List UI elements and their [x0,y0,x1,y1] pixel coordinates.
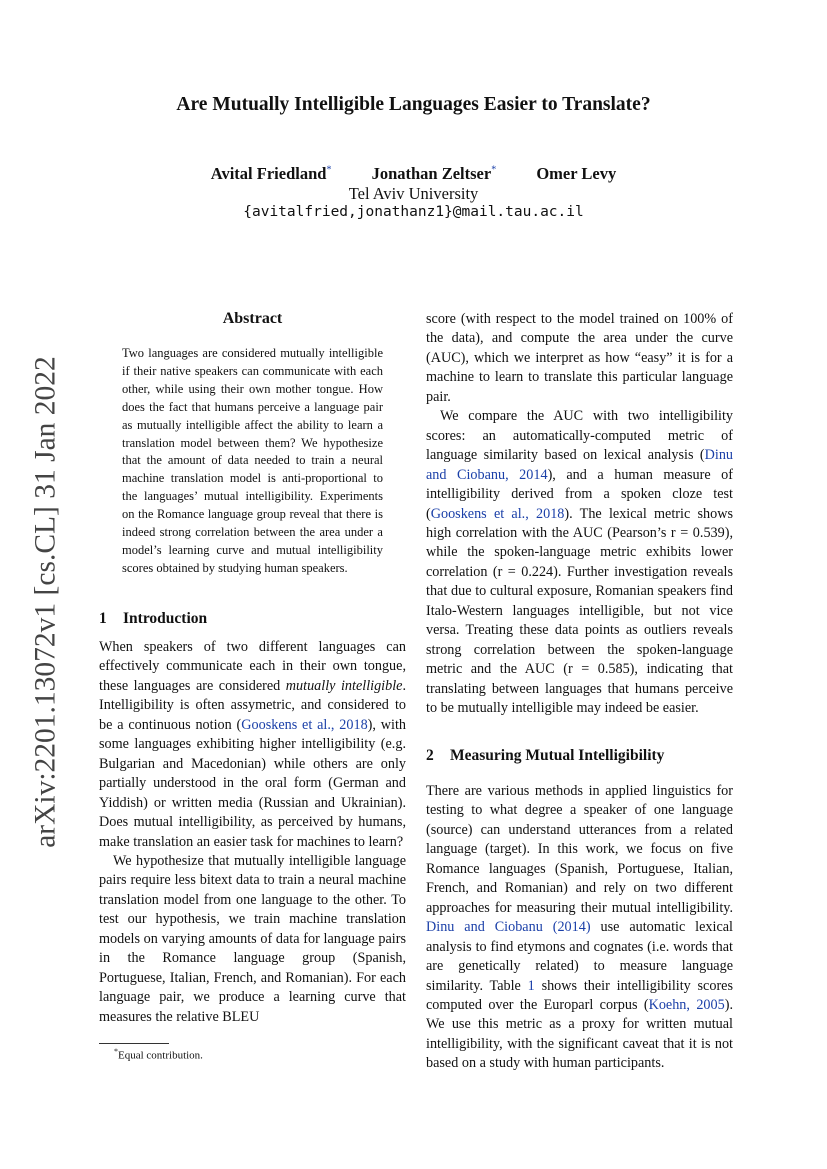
section-title: Introduction [123,610,208,627]
text-run: We compare the AUC with two intelligibility scores: an automatically-computed metric of language similarity based on lexical analysis ( [426,408,733,464]
emphasis: mutually intelligible [285,677,403,694]
text-run: ). We use this metric as a proxy for written mutual intelligibility, with the significant caveat that it is not based on a study with human participants. [426,996,733,1072]
author-name: Jonathan Zeltser [371,164,492,183]
equal-contribution-mark[interactable]: * [491,164,497,176]
citation-link[interactable]: Gooskens et al., 2018 [430,505,565,522]
citation-link[interactable]: Dinu and Ciobanu, 2014 [426,447,733,483]
paper-title: Are Mutually Intelligible Languages Easier to Translate? [176,94,651,115]
footnote-mark: * [114,1047,118,1056]
author-3 [536,164,616,183]
email-line [0,203,827,221]
table-reference-link[interactable]: 1 [527,977,535,994]
intro-paragraph-4 [426,407,733,718]
text-run: ), with some languages exhibiting higher intelligibility (e.g. Bulgarian and Macedonian) while others are only partially understood in the oral form (German and Yiddish) or written media (Russian and Ukrainian). Does mutual intelligibility, as perceived by humans, make translation an easier task for machines to learn? [99,716,406,850]
text-run: shows their intelligibility scores computed over the Europarl corpus ( [426,977,733,1013]
equal-contribution-mark[interactable]: * [326,164,332,176]
author-1 [211,164,332,183]
right-column-body [426,310,733,719]
left-column-body [99,638,406,1027]
section2-body [426,782,733,1074]
intro-paragraph-3: score (with respect to the model trained on 100% of the data), and compute the area under the curve (AUC), which we interpret as how “easy” it is for a machine to learn to translate this particular language pair. [426,311,733,405]
footnote-divider [99,1043,169,1044]
author-name: Avital Friedland [210,164,327,183]
section2-paragraph-1 [426,782,733,1074]
text-run: When speakers of two different languages can effectively communicate each in their own tongue, these languages are considered [99,639,406,694]
section-heading-introduction [99,610,207,628]
citation-link[interactable]: Gooskens et al., 2018 [241,716,368,733]
citation-link[interactable]: Dinu and Ciobanu (2014) [426,919,591,936]
text-run: There are various methods in applied linguistics for testing to what degree a speaker of one language (source) can understand utterances from a related language (target). In this work, we focus on five Romance languages (Spanish, Portuguese, Italian, French, and Romanian) and rely on two different approaches for measuring their mutual intelligibility. [426,783,733,916]
intro-paragraph-1 [99,638,406,852]
section-number: 2 [426,747,434,764]
section-heading-measuring [426,747,664,765]
arxiv-identifier: arXiv:2201.13072v1 [cs.CL] 31 Jan 2022 [29,356,62,848]
author-name: Omer Levy [536,164,617,183]
abstract-heading: Abstract [222,310,283,327]
text-run: use automatic lexical analysis to find etymons and cognates (i.e. words that are genetically related) to measure language similarity. Table [426,919,733,994]
intro-paragraph-2: We hypothesize that mutually intelligible language pairs require less bitext data to train a neural machine translation model from one language to the other. To test our hypothesis, we train machine translation models on varying amounts of data for language pairs in the Romance language group (Spanish, Portuguese, Italian, French, and Romanian). For each language pair, we produce a learning curve that measures the relative BLEU [99,852,406,1025]
affiliation: Tel Aviv University [348,184,479,203]
text-run: . Intelligibility is often assymetric, and considered to be a continuous notion ( [99,677,406,733]
abstract-text: Two languages are considered mutually intelligible if their native speakers can communicate with each other, while using their own mother tongue. How does the fact that humans perceive a language pair as mutually intelligible affect the ability to learn a translation model between them? We hypothesize that the amount of data needed to train a neural machine translation model is anti-proportional to the languages’ mutual intelligibility. Experiments on the Romance language group reveal that there is indeed strong correlation between the area under a model’s learning curve and mutual intelligibility scores obtained by studying human speakers. [122,346,383,575]
citation-link[interactable]: Koehn, 2005 [648,996,725,1013]
section-title: Measuring Mutual Intelligibility [450,747,665,764]
author-email: {avitalfried,jonathanz1}@mail.tau.ac.il [243,204,584,220]
footnote-text: Equal contribution. [118,1049,203,1062]
footnote [114,1047,203,1062]
text-run: ), and a human measure of intelligibility derived from a spoken cloze test ( [426,466,733,522]
section-number: 1 [99,610,107,627]
text-run: ). The lexical metric shows high correlation with the AUC (Pearson’s r = 0.539), while the spoken-language metric exhibits lower correlation (r = 0.224). Further investigation reveals that due to cultural exposure, Romanian speakers find Italo-Western languages intelligible, but not vice versa. Treating these data points as outliers reveals strong correlation between the spoken-language metric and the AUC (r = 0.585), indicating that translating between languages that humans perceive to be mutually intelligible may indeed be easier. [426,505,733,717]
author-list [0,164,827,184]
author-2 [372,164,497,183]
